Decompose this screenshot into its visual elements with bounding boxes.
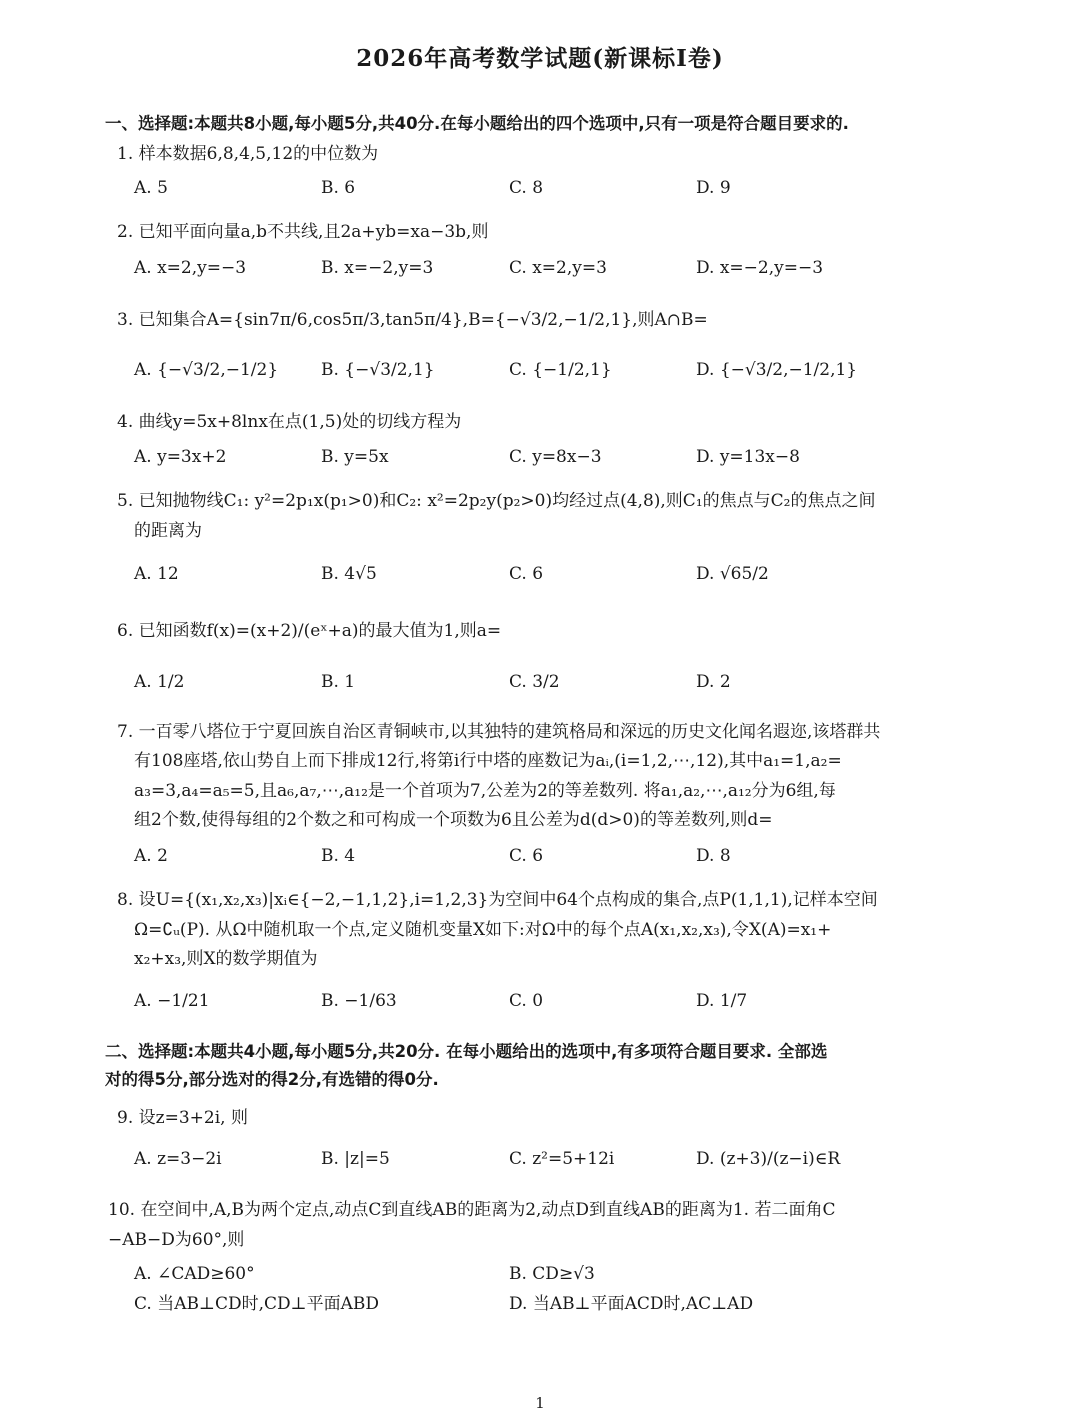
q3-option-b: B. {−√3/2,1} [321, 360, 435, 380]
q7-option-d: D. 8 [696, 846, 731, 866]
question-1: 1. 样本数据6,8,4,5,12的中位数为 [117, 144, 379, 164]
q10-option-d: D. 当AB⊥平面ACD时,AC⊥AD [509, 1294, 754, 1314]
q7-option-a: A. 2 [134, 846, 168, 866]
q10-option-a: A. ∠CAD≥60° [134, 1264, 255, 1284]
question-7-line-4: 组2个数,使得每组的2个数之和可构成一个项数为6且公差为d(d>0)的等差数列,则d= [134, 810, 773, 830]
q6-option-d: D. 2 [696, 672, 731, 692]
q9-option-a: A. z=3−2i [134, 1149, 222, 1169]
question-6: 6. 已知函数f(x)=(x+2)/(eˣ+a)的最大值为1,则a= [117, 621, 502, 641]
q5-option-a: A. 12 [134, 564, 179, 584]
section-header-2-line-2: 对的得5分,部分选对的得2分,有选错的得0分. [105, 1070, 439, 1089]
q5-option-c: C. 6 [509, 564, 544, 584]
q8-option-c: C. 0 [509, 991, 544, 1011]
q3-option-a: A. {−√3/2,−1/2} [134, 360, 279, 380]
q1-option-d: D. 9 [696, 178, 731, 198]
page-number: 1 [535, 1394, 545, 1412]
section-header-1: 一、选择题:本题共8小题,每小题5分,共40分.在每小题给出的四个选项中,只有一项是符合题目要求的. [105, 114, 849, 133]
question-3: 3. 已知集合A={sin7π/6,cos5π/3,tan5π/4},B={−√3/2,−1/2,1},则A∩B= [117, 310, 708, 330]
question-7-line-3: a₃=3,a₄=a₅=5,且a₆,a₇,⋯,a₁₂是一个首项为7,公差为2的等差数列. 将a₁,a₂,⋯,a₁₂分为6组,每 [134, 781, 836, 801]
question-8-line-1: 8. 设U={(x₁,x₂,x₃)|xᵢ∈{−2,−1,1,2},i=1,2,3}为空间中64个点构成的集合,点P(1,1,1),记样本空间 [117, 890, 878, 910]
q1-option-a: A. 5 [134, 178, 168, 198]
q7-option-c: C. 6 [509, 846, 544, 866]
q8-option-a: A. −1/21 [134, 991, 210, 1011]
question-7-line-2: 有108座塔,依山势自上而下排成12行,将第i行中塔的座数记为aᵢ,(i=1,2,⋯,12),其中a₁=1,a₂= [134, 751, 842, 771]
question-10-line-2: −AB−D为60°,则 [108, 1230, 245, 1250]
section-header-2-line-1: 二、选择题:本题共4小题,每小题5分,共20分. 在每小题给出的选项中,有多项符合题目要求. 全部选 [105, 1042, 828, 1061]
question-4: 4. 曲线y=5x+8lnx在点(1,5)处的切线方程为 [117, 412, 462, 432]
q7-option-b: B. 4 [321, 846, 356, 866]
q2-option-d: D. x=−2,y=−3 [696, 258, 824, 278]
question-9: 9. 设z=3+2i, 则 [117, 1108, 248, 1128]
q4-option-c: C. y=8x−3 [509, 447, 602, 467]
question-10-line-1: 10. 在空间中,A,B为两个定点,动点C到直线AB的距离为2,动点D到直线AB的距离为1. 若二面角C [108, 1200, 836, 1220]
question-5-line-2: 的距离为 [134, 521, 202, 541]
q8-option-d: D. 1/7 [696, 991, 748, 1011]
q4-option-a: A. y=3x+2 [134, 447, 227, 467]
q6-option-b: B. 1 [321, 672, 356, 692]
q2-option-a: A. x=2,y=−3 [134, 258, 247, 278]
question-5-line-1: 5. 已知抛物线C₁: y²=2p₁x(p₁>0)和C₂: x²=2p₂y(p₂>0)均经过点(4,8),则C₁的焦点与C₂的焦点之间 [117, 491, 876, 511]
q10-option-b: B. CD≥√3 [509, 1264, 595, 1284]
q4-option-b: B. y=5x [321, 447, 389, 467]
page-title: 2026年高考数学试题(新课标I卷) [356, 45, 724, 72]
q9-option-b: B. |z|=5 [321, 1149, 390, 1169]
q9-option-c: C. z²=5+12i [509, 1149, 615, 1169]
q6-option-c: C. 3/2 [509, 672, 560, 692]
q3-option-c: C. {−1/2,1} [509, 360, 612, 380]
question-8-line-2: Ω=∁ᵤ(P). 从Ω中随机取一个点,定义随机变量X如下:对Ω中的每个点A(x₁,x₂,x₃),令X(A)=x₁+ [134, 920, 832, 940]
q5-option-b: B. 4√5 [321, 564, 377, 584]
q5-option-d: D. √65/2 [696, 564, 769, 584]
q1-option-c: C. 8 [509, 178, 544, 198]
q2-option-b: B. x=−2,y=3 [321, 258, 434, 278]
q6-option-a: A. 1/2 [134, 672, 185, 692]
question-7-line-1: 7. 一百零八塔位于宁夏回族自治区青铜峡市,以其独特的建筑格局和深远的历史文化闻名遐迩,该塔群共 [117, 722, 881, 742]
q2-option-c: C. x=2,y=3 [509, 258, 607, 278]
q4-option-d: D. y=13x−8 [696, 447, 800, 467]
q9-option-d: D. (z+3)/(z−i)∈R [696, 1149, 841, 1169]
q10-option-c: C. 当AB⊥CD时,CD⊥平面ABD [134, 1294, 380, 1314]
q1-option-b: B. 6 [321, 178, 356, 198]
q8-option-b: B. −1/63 [321, 991, 397, 1011]
q3-option-d: D. {−√3/2,−1/2,1} [696, 360, 858, 380]
question-8-line-3: x₂+x₃,则X的数学期值为 [134, 949, 318, 969]
question-2: 2. 已知平面向量a,b不共线,且2a+yb=xa−3b,则 [117, 222, 489, 242]
